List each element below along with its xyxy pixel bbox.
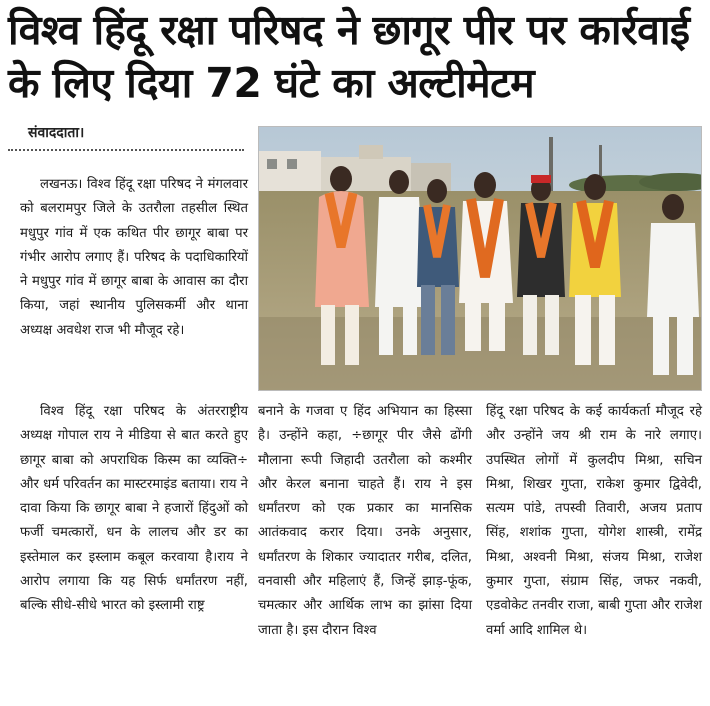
news-photo bbox=[258, 126, 702, 391]
lead-paragraph-column bbox=[20, 173, 248, 343]
column-3-text: हिंदू रक्षा परिषद के कई कार्यकर्ता मौजूद रहे और उन्होंने जय श्री राम के नारे लगाए। उपस्थित लोगों में कुलदीप मिश्रा, सचिन मिश्रा, शिखर गुप्ता, राकेश कुमार द्विवेदी, सत्यम पांडे, तपस्वी तिवारी, अजय प्रताप सिंह, शशांक गुप्ता, योगेश शास्त्री, रामेंद्र मिश्रा, अश्वनी मिश्रा, संजय मिश्रा, राजेश कुमार गुप्ता, संग्राम सिंह, जफर नकवी, एडवोकेट तनवीर राजा, बाबी गुप्ता और राजेश वर्मा आदि शामिल थे। bbox=[486, 404, 702, 638]
article-column-2 bbox=[258, 400, 472, 643]
article-column-3 bbox=[486, 400, 702, 643]
byline: संवाददाता। bbox=[28, 125, 85, 141]
byline-divider bbox=[8, 149, 244, 151]
photo-illustration bbox=[259, 127, 702, 391]
article-column-1 bbox=[20, 400, 248, 619]
headline: विश्व हिंदू रक्षा परिषद ने छागूर पीर पर कार्रवाई के लिए दिया 72 घंटे का अल्टीमेटम bbox=[8, 6, 690, 107]
column-1-text: विश्व हिंदू रक्षा परिषद के अंतरराष्ट्रीय अध्यक्ष गोपाल राय ने मीडिया से बात करते हुए छागूर बाबा को अपराधिक किस्म का व्यक्ति÷ और धर्म परिवर्तन का मास्टरमाइंड बताया। राय ने दावा किया कि छागूर बाबा ने हजारों हिंदुओं को फर्जी चमत्कारों, धन के लालच और डर का इस्तेमाल कर इस्लाम कबूल करवाया है।राय ने आरोप लगाया कि यह सिर्फ धर्मांतरण नहीं, बल्कि सीधे-सीधे भारत को इस्लामी राष्ट्र bbox=[20, 404, 248, 614]
lead-paragraph: लखनऊ। विश्व हिंदू रक्षा परिषद ने मंगलवार को बलरामपुर जिले के उतरौला तहसील स्थित मधुपुर गांव में एक कथित पीर छागूर बाबा पर गंभीर आरोप लगाए हैं। परिषद के पदाधिकारियों ने मधुपुर गांव में छागूर बाबा के आवास का दौरा किया, जहां स्थानीय पुलिसकर्मी और थाना अध्यक्ष अवधेश राज भी मौजूद रहे। bbox=[20, 177, 248, 338]
column-2-text: बनाने के गजवा ए हिंद अभियान का हिस्सा है। उन्होंने कहा, ÷छागूर पीर जैसे ढोंगी मौलाना रूपी जिहादी उतरौला को कश्मीर और केरल बनाना चाहते हैं। राय ने इस धर्मांतरण को एक प्रकार का मानसिक आतंकवाद करार दिया। उनके अनुसार, धर्मांतरण के शिकार ज्यादातर गरीब, दलित, वनवासी और महिलाएं हैं, जिन्हें झाड़-फूंक, चमत्कार और आर्थिक लाभ का झांसा दिया जाता है। इस दौरान विश्व bbox=[258, 404, 472, 638]
